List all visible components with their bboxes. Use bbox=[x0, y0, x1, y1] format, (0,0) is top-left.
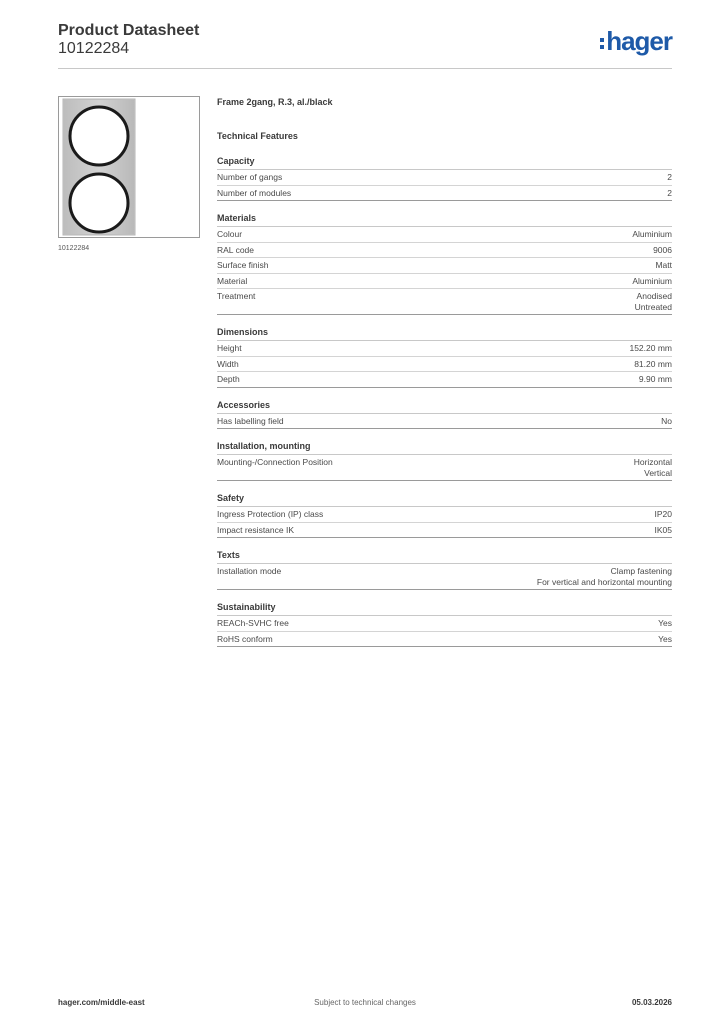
doc-title: Product Datasheet bbox=[58, 22, 200, 39]
spec-label: Surface finish bbox=[217, 260, 269, 270]
spec-content bbox=[217, 96, 672, 647]
logo-dots-icon bbox=[600, 34, 604, 49]
spec-label: REACh-SVHC free bbox=[217, 618, 289, 628]
spec-section bbox=[217, 550, 672, 590]
footer-website: hager.com/middle-east bbox=[58, 998, 145, 1007]
section-title: Safety bbox=[217, 493, 672, 507]
spec-value: 81.20 mm bbox=[634, 358, 672, 369]
spec-row bbox=[217, 258, 672, 274]
spec-label: Impact resistance IK bbox=[217, 524, 295, 535]
spec-label: Material bbox=[217, 275, 248, 286]
spec-row bbox=[217, 564, 672, 590]
section-title: Sustainability bbox=[217, 602, 672, 616]
spec-value: Yes bbox=[658, 618, 672, 628]
spec-row bbox=[217, 372, 672, 388]
spec-label: Treatment bbox=[217, 291, 256, 301]
section-title: Dimensions bbox=[217, 327, 672, 341]
header-divider bbox=[58, 68, 672, 69]
spec-label: RoHS conform bbox=[217, 633, 273, 644]
spec-value: Matt bbox=[655, 260, 672, 270]
logo-text: hager bbox=[606, 26, 672, 56]
spec-value: 9.90 mm bbox=[638, 374, 672, 384]
spec-label: Width bbox=[217, 358, 239, 369]
spec-value: 152.20 mm bbox=[629, 343, 672, 353]
spec-section bbox=[217, 602, 672, 647]
spec-value: Aluminium bbox=[632, 275, 672, 286]
spec-label: RAL code bbox=[217, 244, 255, 255]
spec-section bbox=[217, 156, 672, 201]
spec-label: Height bbox=[217, 343, 242, 353]
spec-row bbox=[217, 170, 672, 186]
spec-value: Clamp fastening For vertical and horizontal mounting bbox=[536, 566, 672, 587]
spec-sections bbox=[217, 156, 672, 647]
spec-label: Mounting-/Connection Position bbox=[217, 457, 333, 467]
hager-logo bbox=[600, 26, 672, 56]
spec-value: Anodised Untreated bbox=[634, 291, 672, 312]
spec-section bbox=[217, 400, 672, 430]
footer-notice: Subject to technical changes bbox=[314, 998, 416, 1007]
section-title: Texts bbox=[217, 550, 672, 564]
spec-value: Horizontal Vertical bbox=[633, 457, 672, 478]
spec-label: Depth bbox=[217, 374, 240, 384]
spec-value: 2 bbox=[667, 187, 672, 198]
spec-row bbox=[217, 227, 672, 243]
spec-label: Number of modules bbox=[217, 187, 292, 198]
spec-row bbox=[217, 632, 672, 648]
spec-row bbox=[217, 341, 672, 357]
spec-row bbox=[217, 523, 672, 539]
image-caption: 10122284 bbox=[58, 245, 90, 252]
spec-value: Aluminium bbox=[632, 229, 672, 239]
section-title: Installation, mounting bbox=[217, 441, 672, 455]
spec-value: No bbox=[661, 415, 672, 426]
doc-number: 10122284 bbox=[58, 40, 130, 57]
footer-date: 05.03.2026 bbox=[631, 998, 672, 1007]
spec-value: Yes bbox=[658, 633, 672, 644]
spec-value: 2 bbox=[667, 172, 672, 182]
spec-row bbox=[217, 274, 672, 290]
product-name: Frame 2gang, R.3, al./black bbox=[217, 97, 333, 107]
spec-label: Installation mode bbox=[217, 566, 282, 576]
spec-row bbox=[217, 455, 672, 481]
page-footer bbox=[58, 998, 672, 1010]
spec-label: Has labelling field bbox=[217, 415, 284, 426]
section-title: Materials bbox=[217, 213, 672, 227]
page-header bbox=[58, 22, 672, 68]
section-title: Accessories bbox=[217, 400, 672, 414]
spec-row bbox=[217, 357, 672, 373]
spec-label: Colour bbox=[217, 229, 243, 239]
spec-value: IP20 bbox=[654, 509, 672, 519]
technical-features-heading: Technical Features bbox=[217, 131, 298, 141]
section-title: Capacity bbox=[217, 156, 672, 170]
spec-label: Ingress Protection (IP) class bbox=[217, 509, 324, 519]
spec-value: 9006 bbox=[653, 244, 672, 255]
spec-row bbox=[217, 616, 672, 632]
product-frame-2gang-image bbox=[58, 96, 200, 238]
spec-section bbox=[217, 441, 672, 481]
spec-value: IK05 bbox=[654, 524, 672, 535]
spec-section bbox=[217, 213, 672, 315]
spec-label: Number of gangs bbox=[217, 172, 283, 182]
spec-section bbox=[217, 327, 672, 388]
spec-row bbox=[217, 414, 672, 430]
spec-row bbox=[217, 507, 672, 523]
spec-row bbox=[217, 243, 672, 259]
spec-row bbox=[217, 186, 672, 202]
spec-section bbox=[217, 493, 672, 538]
spec-row bbox=[217, 289, 672, 315]
